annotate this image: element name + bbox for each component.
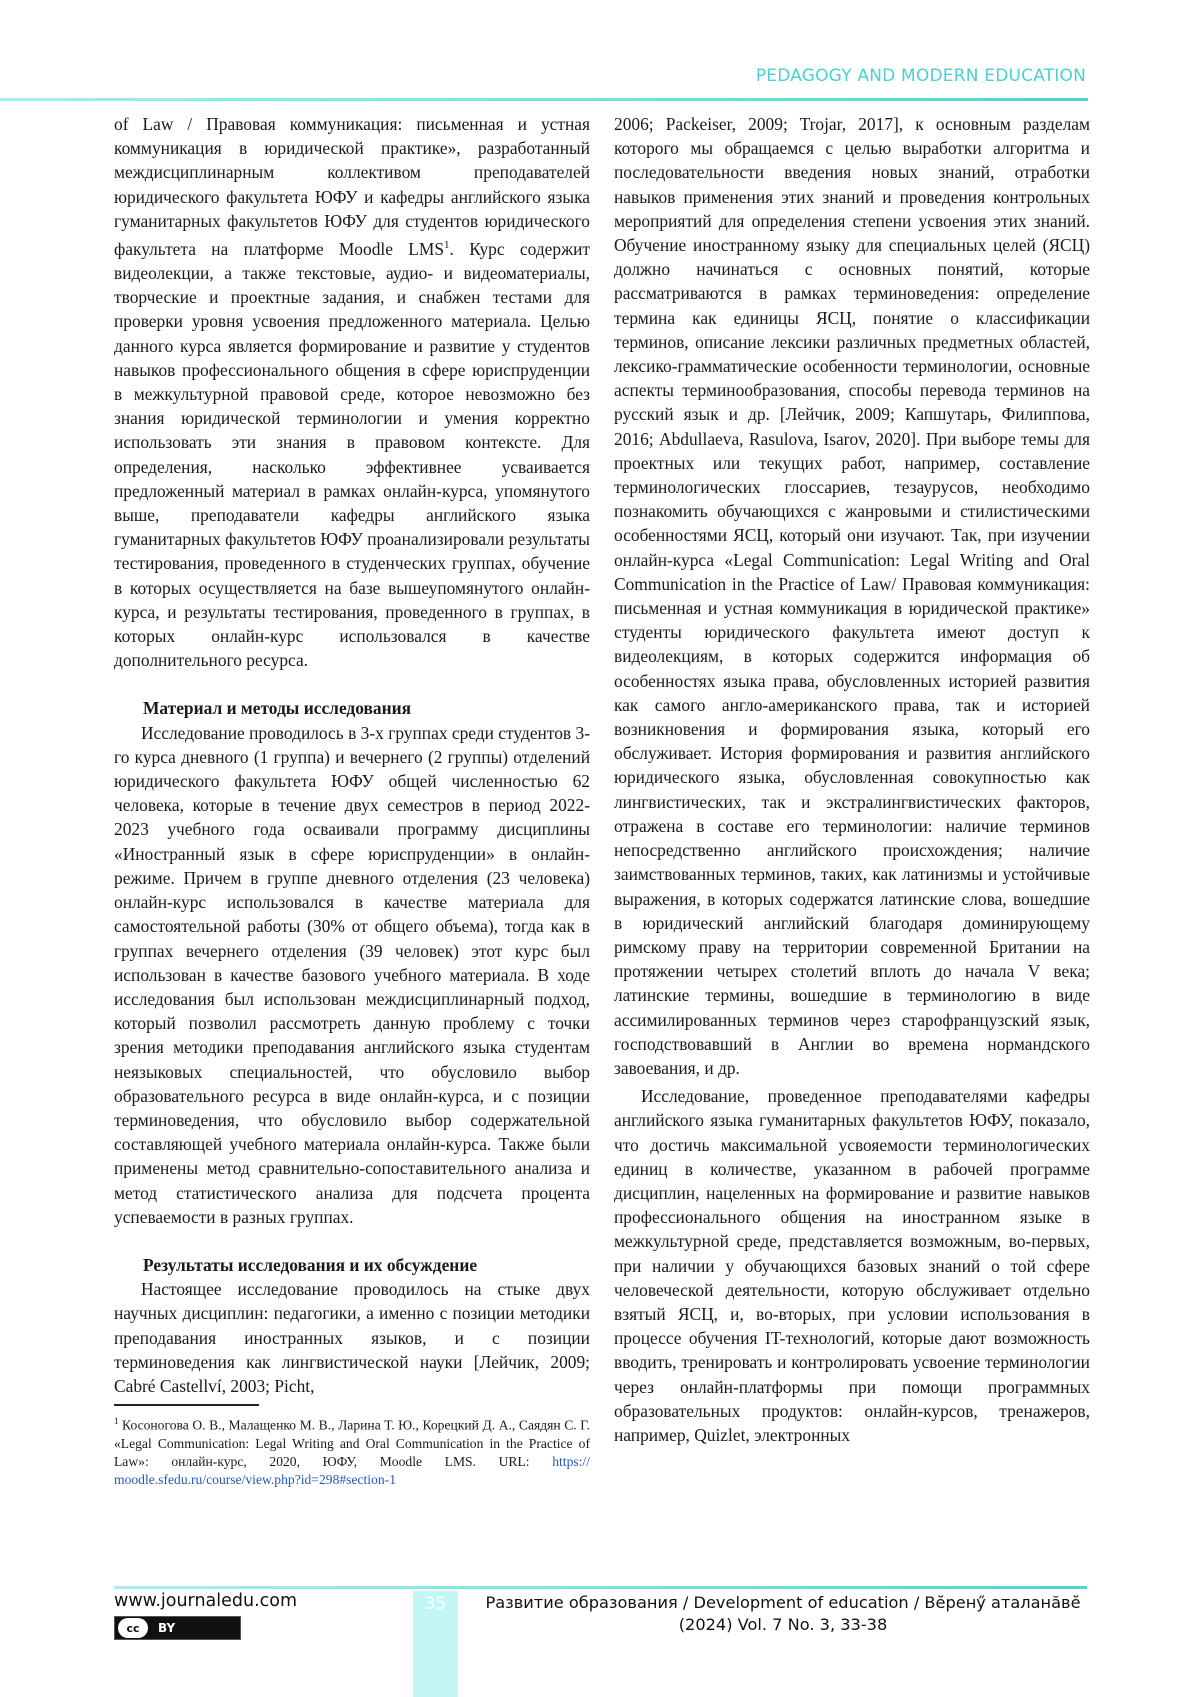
journal-name: Развитие образования / Development of education / Вĕренӳ аталанăвĕ	[485, 1593, 1081, 1612]
creative-commons-icon: cc	[118, 1618, 148, 1638]
header-divider	[0, 98, 1088, 101]
right-column	[614, 112, 1090, 1447]
footnote-ref[interactable]: 1	[444, 239, 450, 252]
paragraph-study-findings: Исследование, проведенное преподавателями кафедры английского языка гуманитарных факультетов ЮФУ, показало, что достичь максимальной усвояемости терминологических единиц в количестве, указанном в рабочей программе дисциплин, нацеленных на формирование и развитие навыков профессионального общения на иностранном языке в межкультурной среде, представляется возможным, во-первых, при наличии у обучающихся базовых знаний о той сфере человеческой деятельности, которую обслуживает отдельно взятый ЯСЦ, и, во-вторых, при условии использования в процессе обучения IT-технологий, которые дают возможность вводить, тренировать и контролировать усвоение терминологии через онлайн-платформы при помощи программных образовательных продуктов: онлайн-курсов, тренажеров, например, Quizlet, электронных	[614, 1086, 1090, 1445]
footnote	[114, 1412, 590, 1490]
journal-website-link[interactable]: www.journaledu.com	[114, 1591, 298, 1611]
paragraph-course-intro	[114, 112, 590, 672]
paragraph-results: Настоящее исследование проводилось на стыке двух научных дисциплин: педагогики, а именно с позиции методики преподавания иностранных языков, и с позиции терминоведения как лингвистической науки [Лейчик, 2009; Cabré Castellví, 2003; Picht,	[114, 1279, 590, 1396]
license-by-label: BY	[158, 1621, 176, 1635]
cc-by-license-badge[interactable]	[114, 1616, 241, 1640]
journal-section-title: PEDAGOGY AND MODERN EDUCATION	[755, 66, 1086, 86]
journal-citation	[478, 1592, 1088, 1636]
paragraph-course-intro-rest: . Курс содержит видеолекции, а также текстовые, аудио- и видеоматериалы, творческие и проектные задания, и снабжен тестами для проверки уровня усвоения предложенного материала. Целью данного курса является формирование и развитие у студентов навыков профессионального общения в сфере юриспруденции в межкультурной правовой среде, которое невозможно без знания юридической терминологии и умения корректно использовать эти знания в правовом контексте. Для определения, насколько эффективнее усваивается предложенный материал в рамках онлайн-курса, упомянутого выше, преподаватели кафедры английского языка гуманитарных факультетов ЮФУ проанализировали результаты тестирования, проведенного в студенческих группах, обучение в которых осуществляется на базе вышеупомянутого онлайн-курса, и результаты тестирования, проведенного в группах, в которых онлайн-курс использовался в качестве дополнительного ресурса.	[114, 238, 590, 671]
footnote-number: 1	[114, 1415, 119, 1426]
page-number: 35	[424, 1594, 447, 1614]
paragraph-methods: Исследование проводилось в 3-х группах среди студентов 3-го курса дневного (1 группа) и вечернего (2 группы) отделений юридического факультета ЮФУ общей численностью 62 человека, которые в течение двух семестров в период 2022-2023 учебного года осваивали программу дисциплины «Иностранный язык в сфере юриспруденции» в онлайн-режиме. Причем в группе дневного отделения (23 человека) онлайн-курс использовался в качестве материала для самостоятельной работы (30% от общего объема), тогда как в группах вечернего отделения (39 человек) этот курс был использован в качестве базового учебного материала. В ходе исследования был использован междисциплинарный подход, который позволил рассмотреть данную проблему с точки зрения методики преподавания английского языка студентам неязыковых специальностей, что обусловило выбор образовательного ресурса в виде онлайн-курса, и с позиции терминоведения, что обусловило выбор содержательной составляющей учебного материала онлайн-курса. Также были применены метод сравнительно-сопоставительного анализа и метод статистического анализа для подсчета процента успеваемости в разных группах.	[114, 722, 590, 1227]
paragraph-course-intro-text: of Law / Правовая коммуникация: письменная и устная коммуникация в юридической практике», разработанный междисциплинарным коллективом преподавателей юридического факультета ЮФУ и кафедры английского языка гуманитарных факультетов ЮФУ для студентов юридического факультета на платформе Moodle LMS	[114, 114, 590, 259]
journal-volume: (2024) Vol. 7 No. 3, 33-38	[678, 1615, 888, 1634]
heading-methods: Материал и методы исследования	[143, 698, 412, 719]
footer-divider	[114, 1586, 1087, 1589]
footnote-link[interactable]: https:// moodle.sfedu.ru/course/view.php?id=298#section-1	[114, 1454, 590, 1488]
paragraph-terminology: 2006; Packeiser, 2009; Trojar, 2017], к основным разделам которого мы обращаемся с целью выработки алгоритма и последовательности введения новых знаний, отработки навыков применения этих знаний и проведения контрольных мероприятий для определения степени усвоения этих знаний. Обучение иностранному языку для специальных целей (ЯСЦ) должно начинаться с основных понятий, которые рассматриваются в рамках терминоведения: определение термина как единицы ЯСЦ, понятие о классификации терминов, описание лексики различных предметных областей, лексико-грамматические особенности терминологии, основные аспекты терминообразования, способы перевода терминов на русский язык и др. [Лейчик, 2009; Капшутарь, Филиппова, 2016; Abdullaeva, Rasulova, Isarov, 2020]. При выборе темы для проектных или текущих работ, например, составление терминологических глоссариев, тезаурусов, необходимо познакомить обучающихся с жанровыми и стилистическими особенностями ЯСЦ, который они изучают. Так, при изучении онлайн-курса «Legal Communication: Legal Writing and Oral Communication in the Practice of Law/ Правовая коммуникация: письменная и устная коммуникация в юридической практике» студенты юридического факультета имеют доступ к видеолекциям, в которых содержится информация об особенностях языка права, обусловленных историей развития как самого англо-американского права, так и историей возникновения и формирования языка, который его обслуживает. История формирования и развития английского юридического языка, обусловленная совокупностью как лингвистических, так и экстралингвистических факторов, отражена в составе его терминологии: наличие терминов непосредственно английского происхождения; наличие заимствованных терминов, таких, как латинизмы и устойчивые выражения, в которых содержатся латинские слова, вошедшие в юридический английский благодаря доминирующему римскому праву на территории современной Британии на протяжении четырех столетий вплоть до начала V века; латинские термины, вошедшие в терминологию в виде ассимилированных терминов через старофранцузский язык, господствовавший в Англии во времена нормандского завоевания, и др.	[614, 114, 1090, 1078]
footnote-text: Косоногова О. В., Малащенко М. В., Ларина Т. Ю., Корецкий Д. А., Саядян С. Г. «Legal Communication: Legal Writing and Oral Communication in the Practice of Law»: онлайн-курс, 2020, ЮФУ, Moodle LMS. URL:	[114, 1417, 590, 1469]
footnote-divider	[114, 1404, 259, 1406]
heading-results: Результаты исследования и их обсуждение	[143, 1254, 478, 1275]
left-column	[114, 112, 590, 1490]
